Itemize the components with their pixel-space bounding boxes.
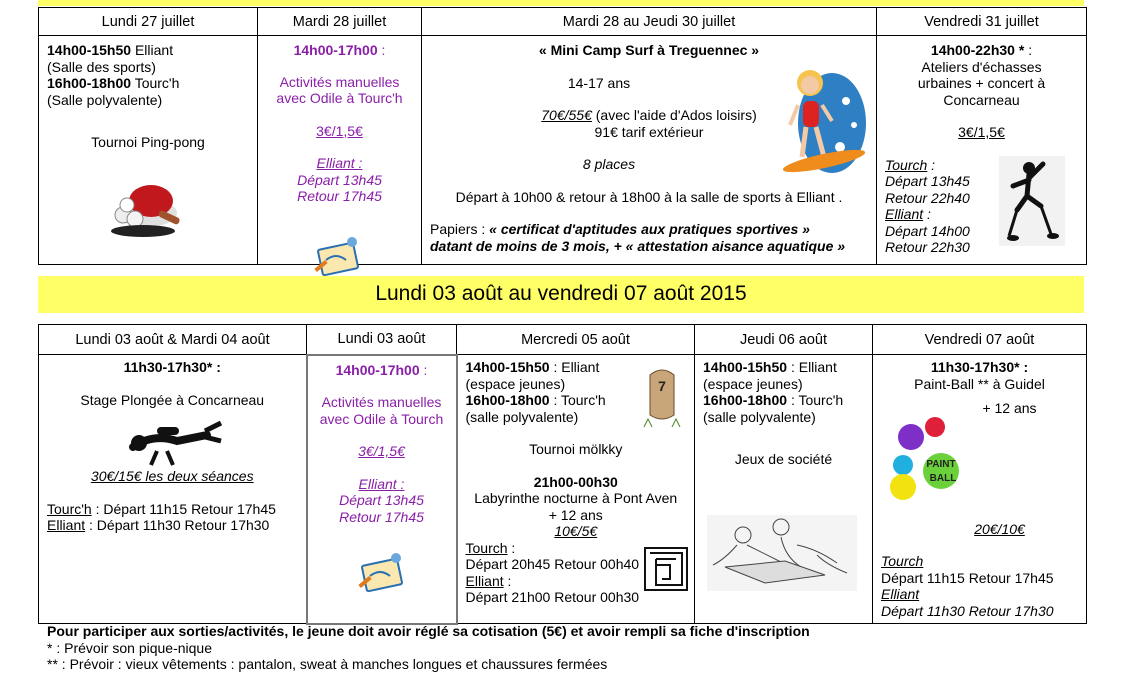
week2-table: [38, 324, 1087, 625]
separator: :: [1024, 42, 1033, 58]
camp-ages: 14-17 ans: [567, 74, 631, 91]
location: : Elliant: [787, 359, 837, 375]
week1-table: [38, 7, 1087, 265]
night-activity: Labyrinthe nocturne à Pont Aven: [474, 490, 678, 506]
footer-main: Pour participer aux sorties/activités, le jeune doit avoir réglé sa cotisation (5€) et avoir rempli sa fiche d'inscription: [47, 623, 810, 639]
board-games-icon: [707, 515, 857, 591]
cell-vendredi-31: [877, 36, 1087, 265]
pickup-place: Elliant :: [358, 475, 405, 492]
camp-price-note: (avec l'aide d'Ados loisirs): [591, 107, 757, 123]
price: 30€/15€ les deux séances: [90, 468, 254, 484]
pickup-times: Départ 11h30 Retour 17h30: [881, 602, 1054, 619]
location: : Tourc'h: [549, 392, 606, 408]
header-lundi-03: Lundi 03 août: [307, 325, 457, 355]
paintball-logo: [883, 415, 971, 507]
papers-label: Papiers :: [430, 221, 490, 237]
week2-banner-title: Lundi 03 août au vendredi 07 août 2015: [375, 282, 747, 305]
separator: :: [377, 42, 386, 58]
price: 3€/1,5€: [316, 122, 363, 139]
cell-jeudi-06: [695, 355, 873, 624]
location-detail: (salle polyvalente): [703, 408, 816, 425]
pickup-place: Elliant :: [316, 155, 363, 171]
header-jeudi-06: Jeudi 06 août: [695, 325, 873, 355]
paintball-logo-text2: BALL: [929, 473, 957, 484]
activity-line3: Concarneau: [943, 91, 1020, 108]
activity-line2: urbaines + concert à: [917, 75, 1046, 91]
departure-time: Départ 13h45: [297, 171, 382, 188]
departure-time: Départ 13h45: [885, 173, 970, 189]
time-slot: 11h30-17h30* :: [930, 359, 1029, 375]
location-detail: (espace jeunes): [703, 375, 803, 392]
time-slot: 14h00-15h50: [703, 359, 788, 375]
return-time: Retour 22h40: [885, 189, 970, 206]
camp-schedule: Départ à 10h00 & retour à 18h00 à la salle de sports à Elliant .: [455, 188, 843, 205]
return-time: Retour 22h30: [885, 239, 970, 255]
pickup-times: Départ 20h45 Retour 00h40: [465, 556, 640, 572]
price: 20€/10€: [974, 520, 1025, 537]
cell-lundi-27: [39, 36, 258, 265]
location: : Tourc'h: [787, 392, 844, 408]
pickup-place: Tourch: [881, 553, 924, 569]
activity-title: Stage Plongée à Concarneau: [80, 391, 265, 408]
activity-line2: avec Odile à Tourch: [319, 410, 444, 427]
header-lundi-mardi: Lundi 03 août & Mardi 04 août: [39, 325, 307, 355]
pickup-times: : Départ 11h30 Retour 17h30: [85, 517, 270, 533]
activity-title: Tournoi Ping-pong: [91, 134, 205, 150]
location: Tourc'h: [131, 75, 180, 91]
camp-places: 8 places: [582, 156, 636, 172]
pickup-place: Elliant: [881, 586, 920, 602]
location: : Elliant: [549, 359, 600, 375]
molkky-pin-icon: [642, 365, 682, 429]
activity-title: Jeux de société: [734, 451, 833, 467]
time-slot: 14h00-22h30 *: [930, 42, 1025, 58]
location-detail: (Salle polyvalente): [47, 91, 163, 108]
activity-line2: avec Odile à Tourc'h: [276, 90, 403, 106]
molkky-pin-number: 7: [657, 378, 666, 394]
return-time: Retour 17h45: [297, 188, 382, 204]
pickup-times: : Départ 11h15 Retour 17h45: [91, 500, 276, 517]
header-vendredi-07: Vendredi 07 août: [873, 325, 1087, 355]
paintball-logo-text1: PAINT: [926, 459, 956, 470]
activity-line1: Activités manuelles: [279, 73, 400, 90]
camp-price: 70€/55€: [541, 107, 592, 123]
cell-mardi-28: [258, 36, 422, 265]
location-detail: (Salle des sports): [47, 58, 156, 75]
week2-banner: [38, 276, 1084, 313]
activity-line1: Activités manuelles: [321, 394, 442, 410]
separator: :: [507, 539, 516, 556]
pickup-place: Tourc'h: [47, 500, 92, 517]
cell-mercredi-05: [457, 355, 695, 624]
footer-note-1: * : Prévoir son pique-nique: [47, 639, 212, 656]
separator: :: [503, 572, 512, 589]
camp-outside-price: 91€ tarif extérieur: [594, 123, 704, 140]
pickup-place: Elliant: [465, 572, 504, 589]
separator: :: [923, 206, 931, 222]
night-time-slot: 21h00-00h30: [533, 473, 618, 490]
return-time: Retour 17h45: [339, 508, 424, 525]
time-slot: 16h00-18h00: [703, 392, 788, 408]
papers-line1: « certificat d'aptitudes aux pratiques sportives »: [489, 221, 810, 237]
price: 3€/1,5€: [358, 443, 405, 459]
night-price: 10€/5€: [554, 523, 598, 539]
time-slot: 16h00-18h00: [47, 75, 132, 91]
pickup-place: Elliant: [885, 206, 924, 222]
surfer-girl-icon: [780, 61, 868, 179]
header-mardi-jeudi: Mardi 28 au Jeudi 30 juillet: [422, 8, 877, 36]
time-slot: 14h00-15h50: [465, 359, 550, 375]
header-mercredi-05: Mercredi 05 août: [457, 325, 695, 355]
night-ages: + 12 ans: [548, 506, 603, 523]
pickup-place: Tourch: [465, 539, 508, 556]
pickup-place: Elliant: [47, 517, 86, 533]
craft-icon: [312, 234, 362, 280]
cell-vendredi-07: [873, 355, 1087, 624]
cell-plongee: [39, 355, 307, 624]
stilts-jumper-icon: [999, 156, 1065, 246]
activity-title: Tournoi mölkky: [529, 441, 623, 457]
pickup-times: Départ 21h00 Retour 00h30: [465, 589, 640, 605]
header-vendredi-31: Vendredi 31 juillet: [877, 8, 1087, 36]
location: Elliant: [131, 42, 174, 58]
activity-title: Paint-Ball ** à Guidel: [914, 375, 1045, 392]
separator: :: [419, 361, 428, 378]
craft-icon: [356, 550, 406, 596]
time-slot: 14h00-17h00: [335, 361, 420, 378]
footer-note-2: ** : Prévoir : vieux vêtements : pantalon, sweat à manches longues et chaussures fermées: [47, 656, 608, 672]
departure-time: Départ 13h45: [339, 492, 424, 508]
time-slot: 14h00-15h50: [47, 42, 132, 58]
diver-icon: [127, 417, 223, 469]
pickup-place: Tourch: [885, 156, 928, 173]
cell-surf-camp: [422, 36, 877, 265]
departure-time: Départ 14h00: [885, 222, 970, 239]
activity-line1: Ateliers d'échasses: [921, 58, 1042, 75]
footer-notes: [47, 623, 810, 673]
location-detail: (espace jeunes): [465, 375, 566, 392]
price: 3€/1,5€: [958, 124, 1005, 140]
ages: + 12 ans: [982, 400, 1037, 416]
top-banner-strip: [38, 0, 1084, 6]
time-slot: 16h00-18h00: [465, 392, 550, 408]
location-detail: (salle polyvalente): [465, 408, 579, 425]
pickup-times: Départ 11h15 Retour 17h45: [881, 569, 1054, 586]
time-slot: 14h00-17h00: [293, 42, 378, 58]
header-lundi-27: Lundi 27 juillet: [39, 8, 258, 36]
maze-icon: [644, 547, 688, 591]
papers-line2: datant de moins de 3 mois, + « attestation aisance aquatique »: [430, 237, 846, 254]
time-slot: 11h30-17h30* :: [123, 359, 221, 375]
ping-pong-icon: [103, 181, 185, 241]
header-mardi-28: Mardi 28 juillet: [258, 8, 422, 36]
separator: :: [927, 156, 936, 173]
cell-lundi-03: [307, 355, 457, 624]
camp-title: « Mini Camp Surf à Treguennec »: [538, 42, 760, 58]
